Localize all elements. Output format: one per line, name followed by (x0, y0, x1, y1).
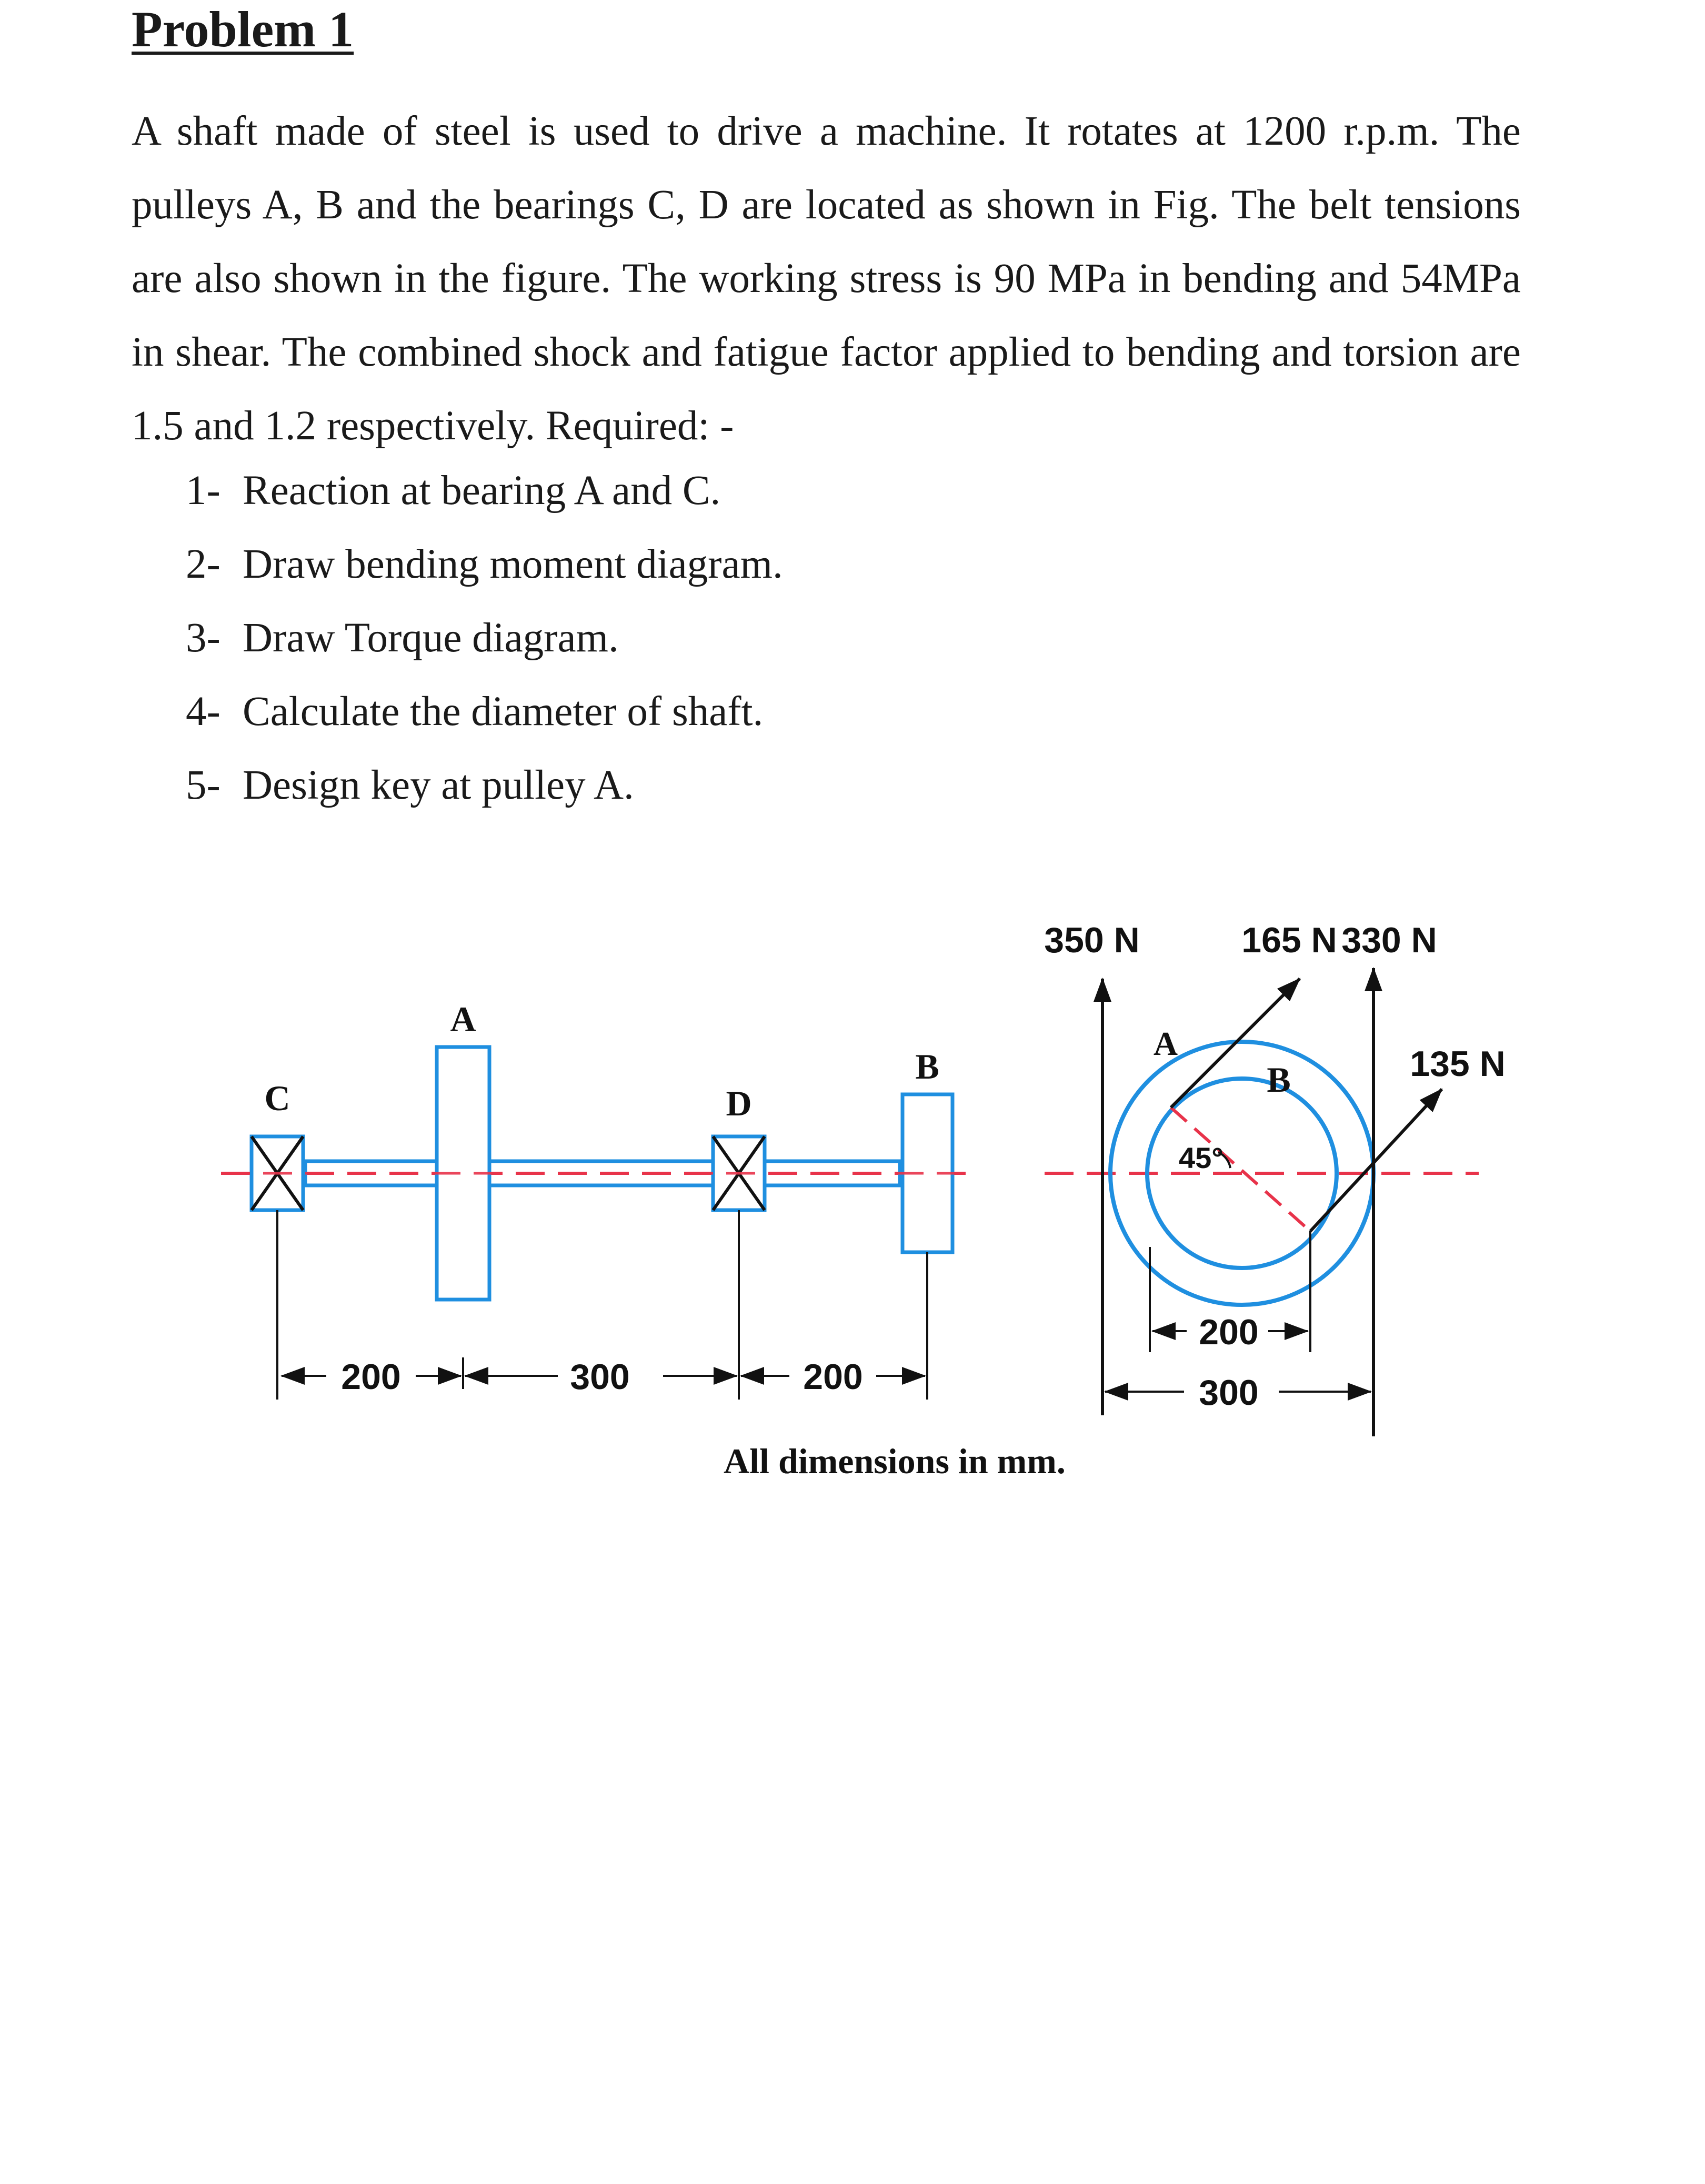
dim-ad-300: 300 (570, 1357, 630, 1397)
problem-paragraph: A shaft made of steel is used to drive a machine. It rotates at 1200 r.p.m. The pulleys A, B and the bearings C, D are located as shown in Fig. The belt tensions are also shown in the figure. The working stress is 90 MPa in bending and 54MPa in shear. The combined shock and fatigue factor applied to bending and torsion are 1.5 and 1.2 respectively. Required: - (132, 108, 1521, 449)
force-165: 165 N (1241, 920, 1337, 960)
label-end-pulley-b: B (1267, 1060, 1291, 1100)
list-item: 5- Design key at pulley A. (186, 762, 634, 808)
angle-label: 45° (1179, 1141, 1223, 1174)
shaft-figure (0, 868, 1705, 1499)
dim-db-200: 200 (803, 1357, 863, 1397)
requirements-list (186, 454, 783, 822)
list-item: 2- Draw bending moment diagram. (186, 541, 783, 587)
force-135: 135 N (1410, 1044, 1506, 1084)
belt-135 (1310, 1089, 1442, 1231)
label-pulley-b: B (915, 1046, 939, 1086)
dim-end-300: 300 (1199, 1373, 1259, 1413)
list-item: 4- Calculate the diameter of shaft. (186, 689, 764, 734)
list-item: 3- Draw Torque diagram. (186, 615, 619, 661)
dimension-note: All dimensions in mm. (724, 1441, 1066, 1481)
problem-statement (132, 95, 1521, 463)
force-330: 330 N (1341, 920, 1437, 960)
dim-end-200: 200 (1199, 1312, 1259, 1352)
label-end-pulley-a: A (1153, 1025, 1178, 1062)
dim-cd-200: 200 (341, 1357, 401, 1397)
label-bearing-d: D (726, 1083, 752, 1123)
shaft-end-view (1044, 920, 1505, 1436)
problem-title: Problem 1 (132, 1, 354, 57)
label-pulley-a: A (450, 999, 476, 1039)
shaft-side-view (221, 999, 966, 1400)
label-bearing-c: C (264, 1078, 290, 1118)
force-350: 350 N (1044, 920, 1140, 960)
list-item: 1- Reaction at bearing A and C. (186, 468, 721, 514)
